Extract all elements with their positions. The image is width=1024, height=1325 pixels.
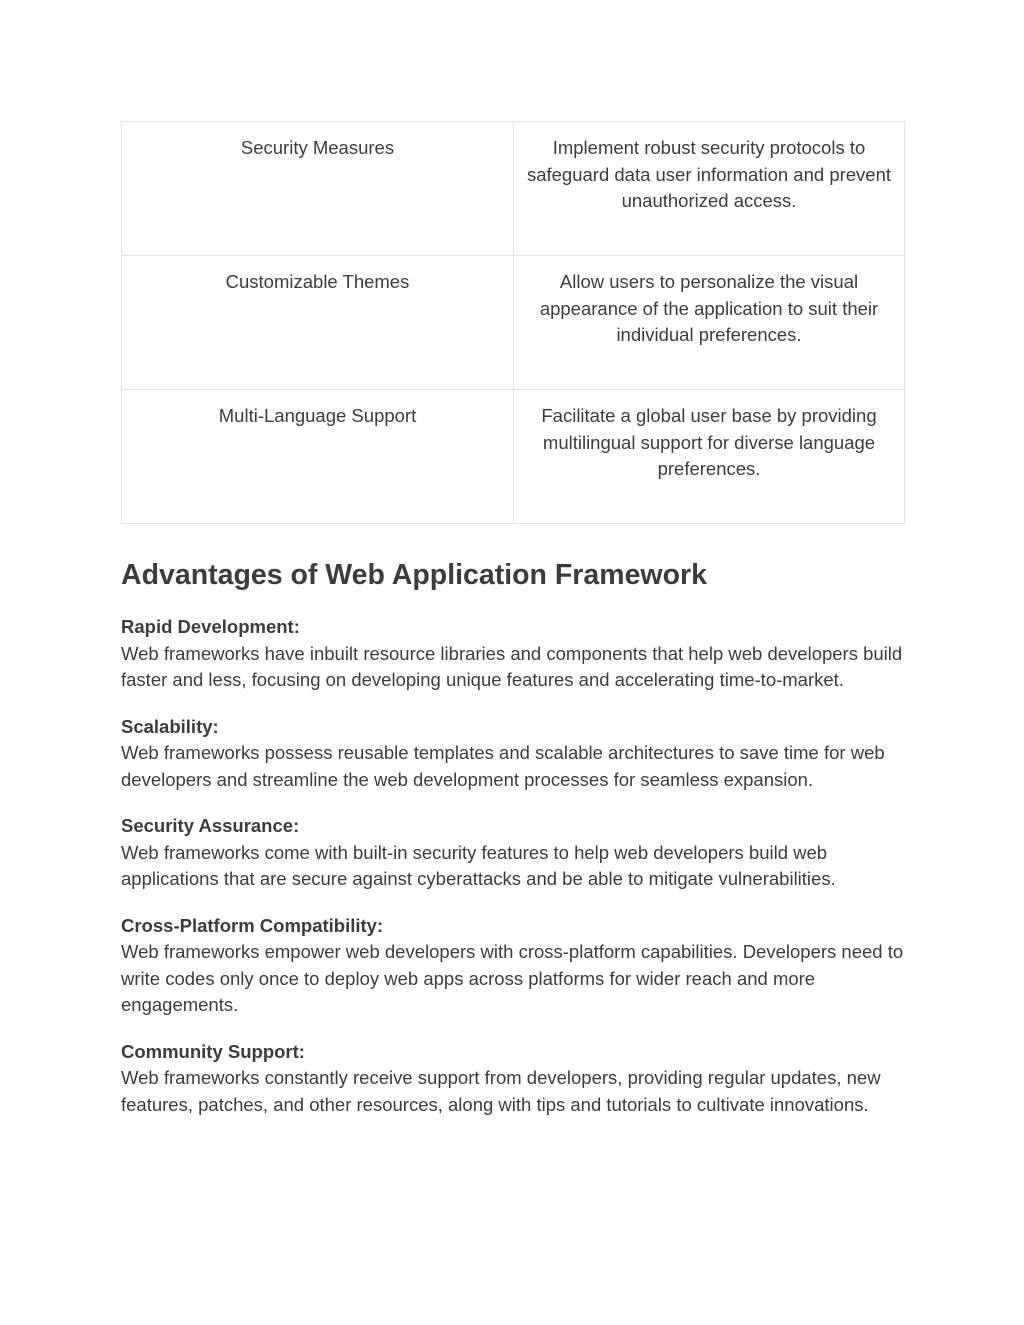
advantage-item [121, 913, 905, 1019]
advantage-item [121, 813, 905, 893]
advantage-text: Web frameworks constantly receive support from developers, providing regular updates, new features, patches, and other resources, along with tips and tutorials to cultivate innovations. [121, 1067, 881, 1115]
advantage-text: Web frameworks empower web developers with cross-platform capabilities. Developers need to write codes only once to deploy web apps across platforms for wider reach and more engagements. [121, 941, 904, 1015]
document-page [121, 121, 905, 1138]
feature-name-cell: Multi-Language Support [122, 390, 514, 524]
feature-name-cell: Security Measures [122, 122, 514, 256]
table-row [122, 256, 905, 390]
table-row [122, 390, 905, 524]
advantage-text: Web frameworks have inbuilt resource libraries and components that help web developers build faster and less, focusing on developing unique features and accelerating time-to-market. [121, 642, 903, 690]
advantage-text: Web frameworks come with built-in security features to help web developers build web applications that are secure against cyberattacks and be able to mitigate vulnerabilities. [121, 841, 836, 889]
advantage-item [121, 1039, 905, 1119]
advantage-title: Rapid Development: [121, 616, 300, 637]
section-heading: Advantages of Web Application Framework [121, 559, 707, 591]
advantage-title: Community Support: [121, 1040, 305, 1062]
advantage-item [121, 714, 905, 794]
features-table [121, 121, 905, 524]
advantage-title: Scalability: [121, 715, 219, 737]
advantage-title: Cross-Platform Compatibility: [121, 914, 384, 936]
feature-name-cell: Customizable Themes [122, 256, 514, 390]
table-row [122, 122, 905, 256]
advantage-title: Security Assurance: [121, 815, 300, 836]
feature-description-cell: Implement robust security protocols to safeguard data user information and prevent unauthorized access. [514, 122, 905, 256]
advantage-item [121, 614, 905, 694]
advantage-text: Web frameworks possess reusable templates and scalable architectures to save time for web developers and streamline the web development processes for seamless expansion. [121, 742, 885, 790]
feature-description-cell: Facilitate a global user base by providing multilingual support for diverse language preferences. [514, 390, 905, 524]
feature-description-cell: Allow users to personalize the visual appearance of the application to suit their individual preferences. [514, 256, 905, 390]
